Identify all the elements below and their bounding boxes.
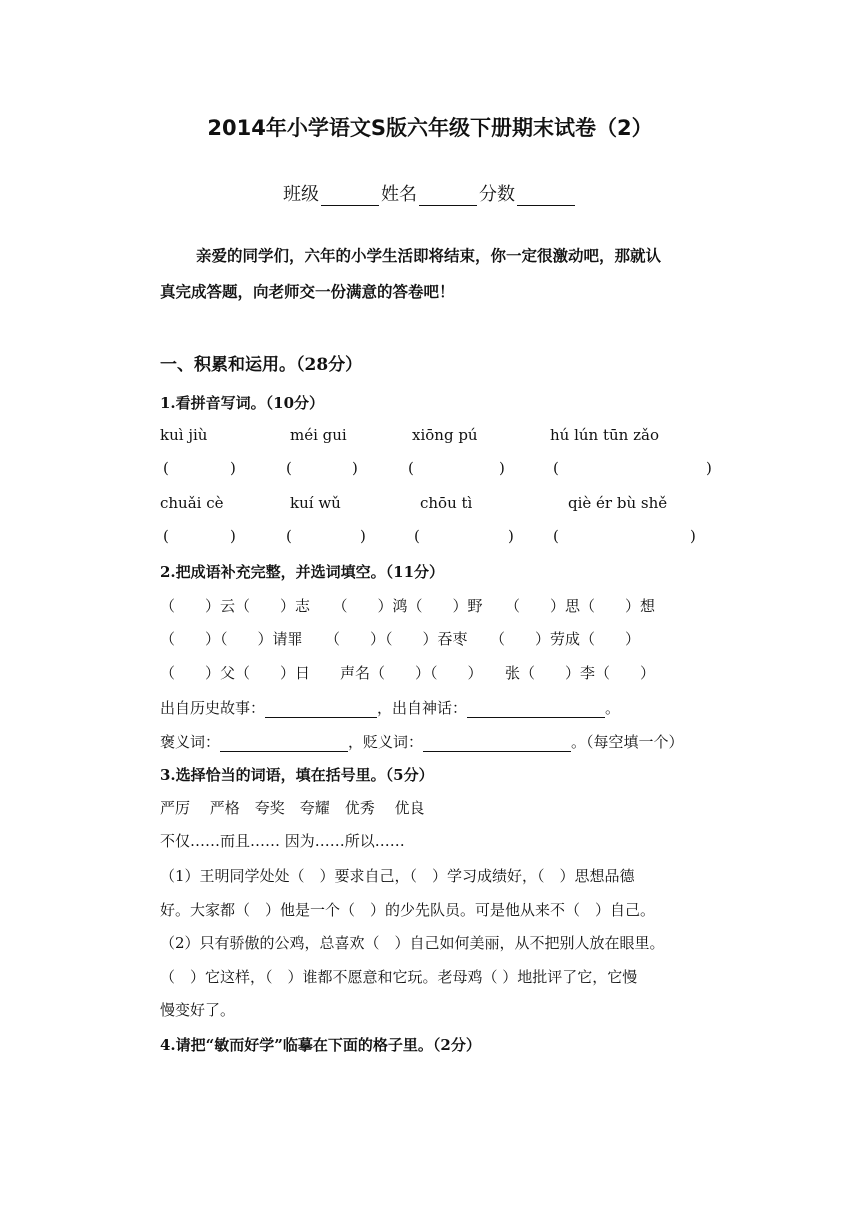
- q2-fill-line-1: [160, 697, 620, 718]
- note-text: 。（每空填一个）: [571, 733, 684, 751]
- q1-pinyin-4: hú lún tūn zǎo: [550, 426, 659, 444]
- q1-answer-paren-close[interactable]: ): [508, 527, 514, 545]
- q1-answer-paren-open[interactable]: (: [553, 459, 559, 477]
- name-label: 姓名: [381, 184, 417, 205]
- q3-conjunction-choices: 不仅……而且…… 因为……所以……: [160, 832, 405, 850]
- q1-answer-paren-open[interactable]: (: [408, 459, 414, 477]
- score-label: 分数: [479, 184, 515, 205]
- q1-answer-paren-open[interactable]: (: [163, 527, 169, 545]
- q1-answer-paren-close[interactable]: ): [230, 459, 236, 477]
- q1-answer-paren-close[interactable]: ): [499, 459, 505, 477]
- q1-title: 1.看拼音写词。（10分）: [160, 394, 325, 412]
- q3-word-choices: 严厉 严格 夸奖 夸耀 优秀 优良: [160, 799, 425, 817]
- q2-title: 2.把成语补充完整，并选词填空。（11分）: [160, 563, 445, 581]
- q1-pinyin-8: qiè ér bù shě: [568, 494, 668, 512]
- q1-answer-paren-close[interactable]: ): [690, 527, 696, 545]
- q1-pinyin-2: méi gui: [290, 426, 347, 444]
- q3-passage-2b[interactable]: （ ）它这样，（ ）谁都不愿意和它玩。老母鸡（ ）地批评了它，它慢: [160, 968, 638, 986]
- name-blank[interactable]: [419, 187, 477, 206]
- praise-label: 褒义词：: [160, 733, 221, 751]
- q1-pinyin-3: xiōng pú: [412, 426, 478, 444]
- q2-idiom-line-2[interactable]: （ ）（ ）请罪 （ ）（ ）吞枣 （ ）劳成（ ）: [160, 630, 641, 648]
- score-blank[interactable]: [517, 187, 575, 206]
- intro-line-1: 亲爱的同学们，六年的小学生活即将结束，你一定很激动吧，那就认: [196, 246, 662, 265]
- q1-answer-paren-open[interactable]: (: [414, 527, 420, 545]
- praise-blank[interactable]: [220, 735, 348, 752]
- page-title: 2014年小学语文S版六年级下册期末试卷（2）: [207, 116, 653, 140]
- end-mark: 。: [605, 699, 621, 717]
- q1-pinyin-5: chuǎi cè: [160, 494, 224, 512]
- q3-passage-2a[interactable]: （2）只有骄傲的公鸡，总喜欢（ ）自己如何美丽，从不把别人放在眼里。: [160, 934, 665, 952]
- q3-passage-1b[interactable]: 好。大家都（ ）他是一个（ ）的少先队员。可是他从来不（ ）自己。: [160, 901, 656, 919]
- q1-answer-paren-open[interactable]: (: [286, 459, 292, 477]
- q1-answer-paren-close[interactable]: ): [352, 459, 358, 477]
- class-blank[interactable]: [321, 187, 379, 206]
- q3-passage-2c: 慢变好了。: [160, 1001, 236, 1019]
- q1-answer-paren-open[interactable]: (: [553, 527, 559, 545]
- history-blank[interactable]: [265, 701, 377, 718]
- myth-label: ，出自神话：: [377, 699, 468, 717]
- q1-answer-paren-open[interactable]: (: [163, 459, 169, 477]
- q3-passage-1a[interactable]: （1）王明同学处处（ ）要求自己，（ ）学习成绩好，（ ）思想品德: [160, 867, 635, 885]
- q1-answer-paren-close[interactable]: ): [230, 527, 236, 545]
- q4-title: 4.请把“敏而好学”临摹在下面的格子里。（2分）: [160, 1036, 481, 1054]
- history-label: 出自历史故事：: [160, 699, 266, 717]
- q1-answer-paren-close[interactable]: ): [706, 459, 712, 477]
- section-1-heading: 一、积累和运用。（28分）: [160, 355, 363, 375]
- q3-title: 3.选择恰当的词语，填在括号里。（5分）: [160, 766, 434, 784]
- q1-answer-paren-open[interactable]: (: [286, 527, 292, 545]
- q1-pinyin-1: kuì jiù: [160, 426, 208, 444]
- q1-pinyin-6: kuí wǔ: [290, 494, 341, 512]
- intro-line-2: 真完成答题，向老师交一份满意的答卷吧！: [160, 282, 455, 301]
- myth-blank[interactable]: [467, 701, 605, 718]
- q2-idiom-line-3[interactable]: （ ）父（ ）日 声名（ ）（ ） 张（ ）李（ ）: [160, 664, 656, 682]
- student-info-line: [0, 180, 860, 206]
- derog-label: ，贬义词：: [348, 733, 424, 751]
- q1-pinyin-7: chōu tì: [420, 494, 473, 512]
- derog-blank[interactable]: [423, 735, 571, 752]
- q2-fill-line-2: [160, 731, 684, 752]
- class-label: 班级: [283, 184, 319, 205]
- q1-answer-paren-close[interactable]: ): [360, 527, 366, 545]
- q2-idiom-line-1[interactable]: （ ）云（ ）志 （ ）鸿（ ）野 （ ）思（ ）想: [160, 597, 656, 615]
